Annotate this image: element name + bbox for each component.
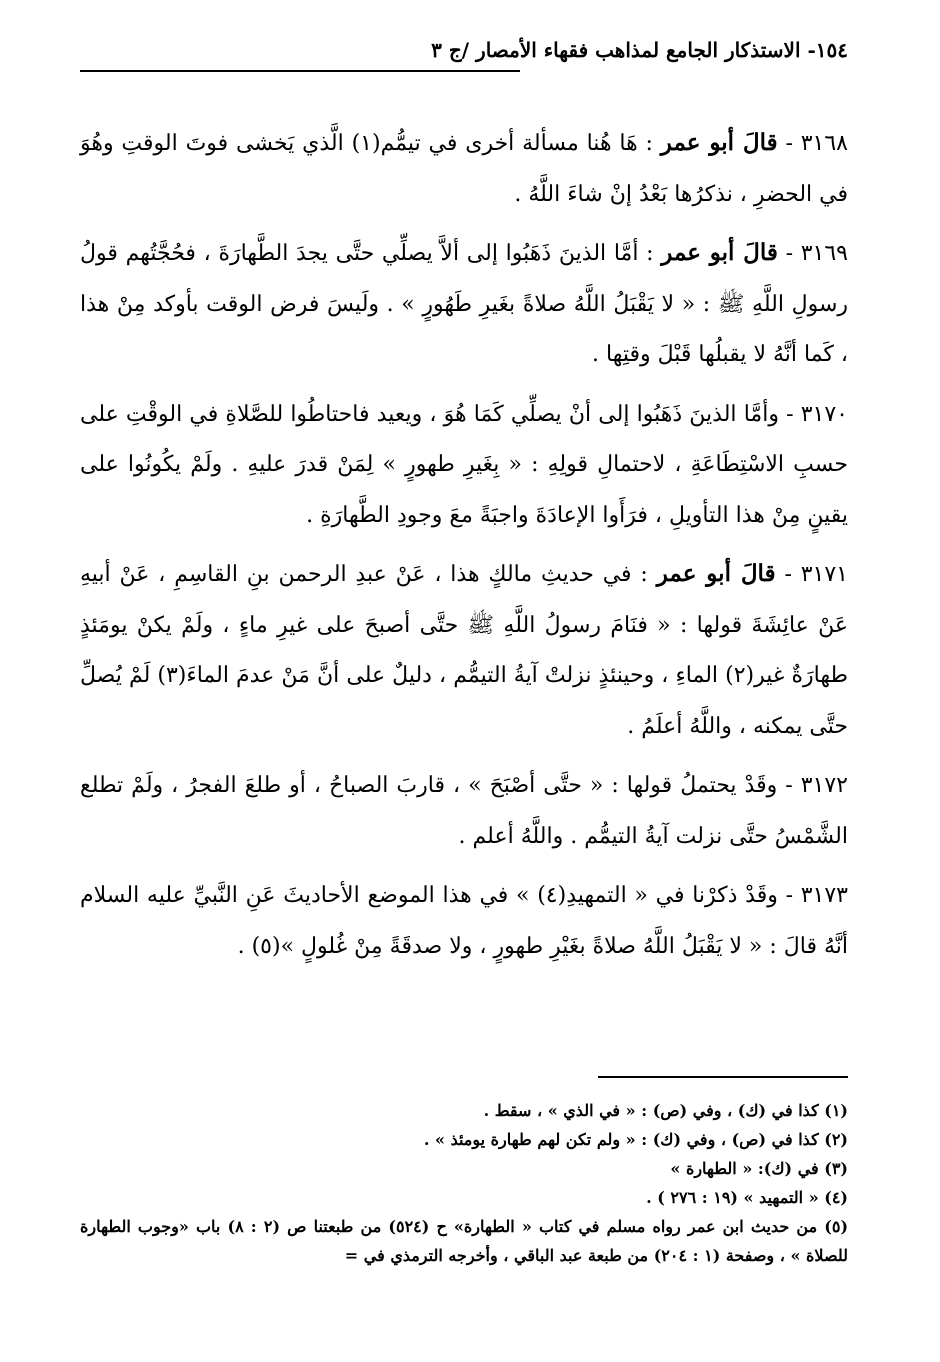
- footnote-1: (١) كذا في (ك) ، وفي (ص) : « في الذي » ، سقط .: [483, 1101, 848, 1120]
- paragraph-number: ٣١٧١ -: [775, 562, 848, 587]
- paragraph-3172: [80, 760, 848, 862]
- paragraph-3171: [80, 549, 848, 752]
- paragraph-3173: [80, 870, 848, 972]
- header-rule: [80, 70, 520, 72]
- running-header-text: ١٥٤- الاستذكار الجامع لمذاهب فقهاء الأمصار /ج ٣: [431, 38, 848, 62]
- paragraph-number: ٣١٧٢ -: [777, 773, 848, 798]
- main-text: [80, 118, 848, 980]
- speaker-label: قالَ أبو عمر: [661, 239, 778, 266]
- paragraph-text: : هَا هُنا مسألة أخرى في تيمُّم(١) الَّذي يَخشى فوتَ الوقتِ وهُوَ في الحضرِ ، نذكرُها بَعْدُ إنْ شاءَ اللَّهُ .: [80, 131, 848, 207]
- paragraph-number: ٣١٧٣ -: [777, 883, 848, 908]
- paragraph-3168: [80, 118, 848, 220]
- paragraph-3169: [80, 228, 848, 381]
- footnote-3: (٣) في (ك): « الطهارة »: [670, 1159, 848, 1178]
- speaker-label: قالَ أبو عمر: [656, 560, 776, 587]
- speaker-label: قالَ أبو عمر: [660, 129, 778, 156]
- paragraph-number: ٣١٦٨ -: [777, 131, 848, 156]
- footnote-rule: [598, 1076, 848, 1078]
- paragraph-text: وقَدْ يحتملُ قولها : « حتَّى أصْبَحَ » ، قاربَ الصباحُ ، أو طلعَ الفجرُ ، ولَمْ تطلع الشَّمْسُ حتَّى نزلت آيةُ التيمُّم . واللَّهُ أعلم .: [80, 773, 848, 849]
- paragraph-number: ٣١٧٠ -: [778, 401, 848, 427]
- footnote-2: (٢) كذا في (ص) ، وفي (ك) : « ولم تكن لهم طهارة يومئذ » .: [423, 1130, 848, 1149]
- footnotes: [80, 1096, 848, 1270]
- paragraph-number: ٣١٦٩ -: [777, 241, 848, 266]
- footnote-5: (٥) من حديث ابن عمر رواه مسلم في كتاب « الطهارة» ح (٥٢٤) من طبعتنا ص (٢ : ٨) باب «وجوب الطهارة للصلاة » ، وصفحة (١ : ٢٠٤) من طبعة عبد الباقي ، وأخرجه الترمذي في =: [80, 1217, 849, 1265]
- paragraph-text: : في حديثِ مالكٍ هذا ، عَنْ عبدِ الرحمن بنِ القاسِمِ ، عَنْ أبيهِ عَنْ عائِشَةَ قولها : « فنَامَ رسولُ اللَّهِ ﷺ حتَّى أصبحَ على غيرِ ماءٍ ، ولَمْ يكنْ يومَئذٍ طهارَةٌ غير(٢) الماءِ ، وحينئذٍ نزلتْ آيةُ التيمُّم ، دليلٌ على أنَّ مَنْ عدمَ الماءَ(٣) لَمْ يُصلِّ حتَّى يمكنه ، واللَّهُ أعلَمُ .: [80, 562, 848, 739]
- paragraph-text: وقَدْ ذكرْنا في « التمهيدِ(٤) » في هذا الموضع الأحاديثَ عَنِ النَّبيِّ عليه السلام أنَّهُ قالَ : « لا يَقْبَلُ اللَّهُ صلاةً بغَيْرِ طهورٍ ، ولا صدقَةً مِنْ غُلولٍ »(٥) .: [80, 883, 848, 959]
- paragraph-text: : أمَّا الذينَ ذَهَبُوا إلى ألاَّ يصلِّي حتَّى يجدَ الطَّهارَةَ ، فحُجَّتُهم قولُ رسولِ اللَّهِ ﷺ : « لا يَقْبَلُ اللَّهُ صلاةً بغَيرِ طَهُورٍ » . ولَيسَ فرض الوقت بأوكد مِنْ هذا ، كَما أنَّهُ لا يقبلُها قَبْلَ وقتِها .: [80, 241, 848, 367]
- footnote-4: (٤) « التمهيد » (١٩ : ٢٧٦ ) .: [646, 1188, 848, 1207]
- paragraph-3170: [80, 389, 848, 542]
- running-header: [80, 30, 848, 70]
- paragraph-text: وأمَّا الذينَ ذَهَبُوا إلى أنْ يصلِّي كَمَا هُوَ ، ويعيد فاحتاطُوا للصَّلاةِ في الوقْتِ على حسبِ الاسْتِطَاعَةِ ، لاحتمالِ قولِهِ : « بِغَيرِ طهورٍ » لِمَنْ قدرَ عليهِ . ولَمْ يكُونُوا على يقينٍ مِنْ هذا التأويلِ ، فرَأَوا الإعادَةَ واجبَةً معَ وجودِ الطَّهارَةِ .: [80, 401, 848, 528]
